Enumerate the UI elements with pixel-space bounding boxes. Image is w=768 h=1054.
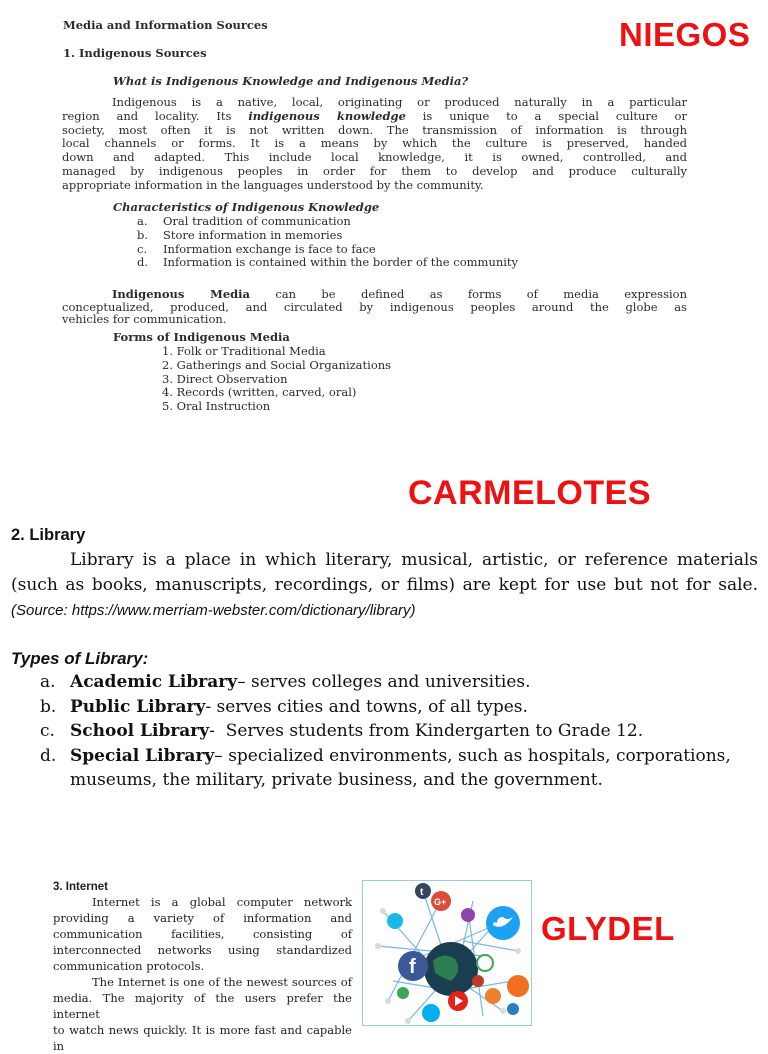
subheading: 1. Indigenous Sources: [63, 46, 207, 60]
section-heading: Media and Information Sources: [63, 18, 268, 32]
cloud-icon: [507, 975, 529, 997]
para-line: Internet is a global computer network: [92, 895, 352, 909]
list-item: 3. Direct Observation: [162, 371, 288, 386]
list-item: 2. Gatherings and Social Organizations: [162, 357, 392, 372]
characteristics-title: Characteristics of Indigenous Knowledge: [113, 200, 380, 214]
para-line: conceptualized, produced, and circulated by indigenous peoples around the globe as: [62, 299, 687, 314]
indigenous-section: [0, 0, 768, 440]
question-heading: What is Indigenous Knowledge and Indigenous Media?: [113, 74, 469, 88]
para-line: communication facilities, consisting of: [53, 927, 352, 941]
social-network-image: [362, 880, 532, 1026]
list-item: a. Oral tradition of communication: [137, 214, 351, 228]
para-line: media. The majority of the users prefer the internet: [53, 991, 352, 1021]
label-glydel: GLYDEL: [541, 910, 675, 947]
para-line: interconnected networks using standardized: [53, 943, 352, 957]
list-item: c. School Library - Serves students from Kindergarten to Grade 12.: [40, 721, 644, 741]
svg-text:t: t: [420, 887, 424, 898]
library-paragraph: [11, 548, 758, 597]
forms-title: Forms of Indigenous Media: [113, 330, 290, 344]
para-line: communication protocols.: [53, 959, 205, 973]
para-line: local channels or forms. It is a means by which the culture is preserved, handed: [62, 136, 687, 151]
para-line: Library is a place in which literary, musical, artistic, or reference materials: [70, 550, 758, 570]
messenger-icon: [461, 908, 475, 922]
para-line: down and adapted. This include local knowledge, it is owned, controlled, and: [62, 150, 687, 165]
list-item: 5. Oral Instruction: [162, 399, 271, 414]
para-line: (such as books, manuscripts, recordings, or films) are kept for use but not for sale.: [11, 574, 758, 595]
para-line: to watch news quickly. It is more fast and capable in: [53, 1023, 352, 1053]
para-line: society, most often it is not written down. The transmission of information is through: [62, 122, 687, 137]
para-line: Indigenous is a native, local, originating or produced naturally in a particular: [112, 95, 687, 109]
label-carmelotes: CARMELOTES: [408, 474, 651, 512]
skype-icon: [422, 1004, 440, 1022]
list-item: 1. Folk or Traditional Media: [162, 344, 326, 358]
indigenous-paragraph: [62, 96, 687, 193]
para-line: region and locality. Its indigenous knowledge is unique to a special culture or: [62, 108, 687, 123]
list-item: d. Information is contained within the border of the community: [137, 255, 519, 270]
para-line: appropriate information in the languages understood by the community.: [62, 177, 484, 192]
svg-text:f: f: [409, 956, 416, 978]
types-list: [40, 670, 731, 793]
vimeo-icon: [387, 913, 403, 929]
indigenous-media-definition: [62, 288, 687, 326]
list-item: c. Information exchange is face to face: [137, 241, 376, 256]
list-item: d. Special Library – specialized environments, such as hospitals, corporations,: [40, 745, 731, 766]
list-item: 4. Records (written, carved, oral): [162, 385, 357, 400]
list-item: b. Store information in memories: [137, 227, 343, 242]
library-heading: 2. Library: [11, 526, 86, 544]
para-line: providing a variety of information and: [53, 911, 352, 925]
social-network-graphic: [363, 881, 531, 1025]
internet-heading: 3. Internet: [53, 881, 108, 893]
forms-list: [162, 345, 391, 414]
library-section: [0, 520, 768, 820]
source-citation: (Source: https://www.merriam-webster.com/dictionary/library): [11, 602, 416, 619]
internet-paragraph: [53, 894, 352, 1054]
list-item: b. Public Library - serves cities and towns, of all types.: [40, 696, 528, 717]
rss-icon: [485, 988, 501, 1004]
para-line: managed by indigenous peoples in order for them to develop and produce culturally: [62, 163, 687, 178]
para-line: The Internet is one of the newest sources of: [92, 975, 352, 989]
characteristics-list: [137, 215, 518, 270]
label-niegos: NIEGOS: [619, 16, 751, 53]
internet-section: [0, 876, 768, 1053]
svg-text:G+: G+: [434, 897, 447, 907]
para-line: vehicles for communication.: [62, 312, 227, 326]
list-item: a. Academic Library – serves colleges and universities.: [40, 672, 531, 692]
list-item-continuation: museums, the military, private business, and the government.: [70, 770, 603, 790]
wifi-icon: [477, 955, 493, 971]
para-line: Indigenous Media can be defined as forms of media expression: [112, 287, 687, 301]
types-title: Types of Library:: [11, 649, 149, 668]
